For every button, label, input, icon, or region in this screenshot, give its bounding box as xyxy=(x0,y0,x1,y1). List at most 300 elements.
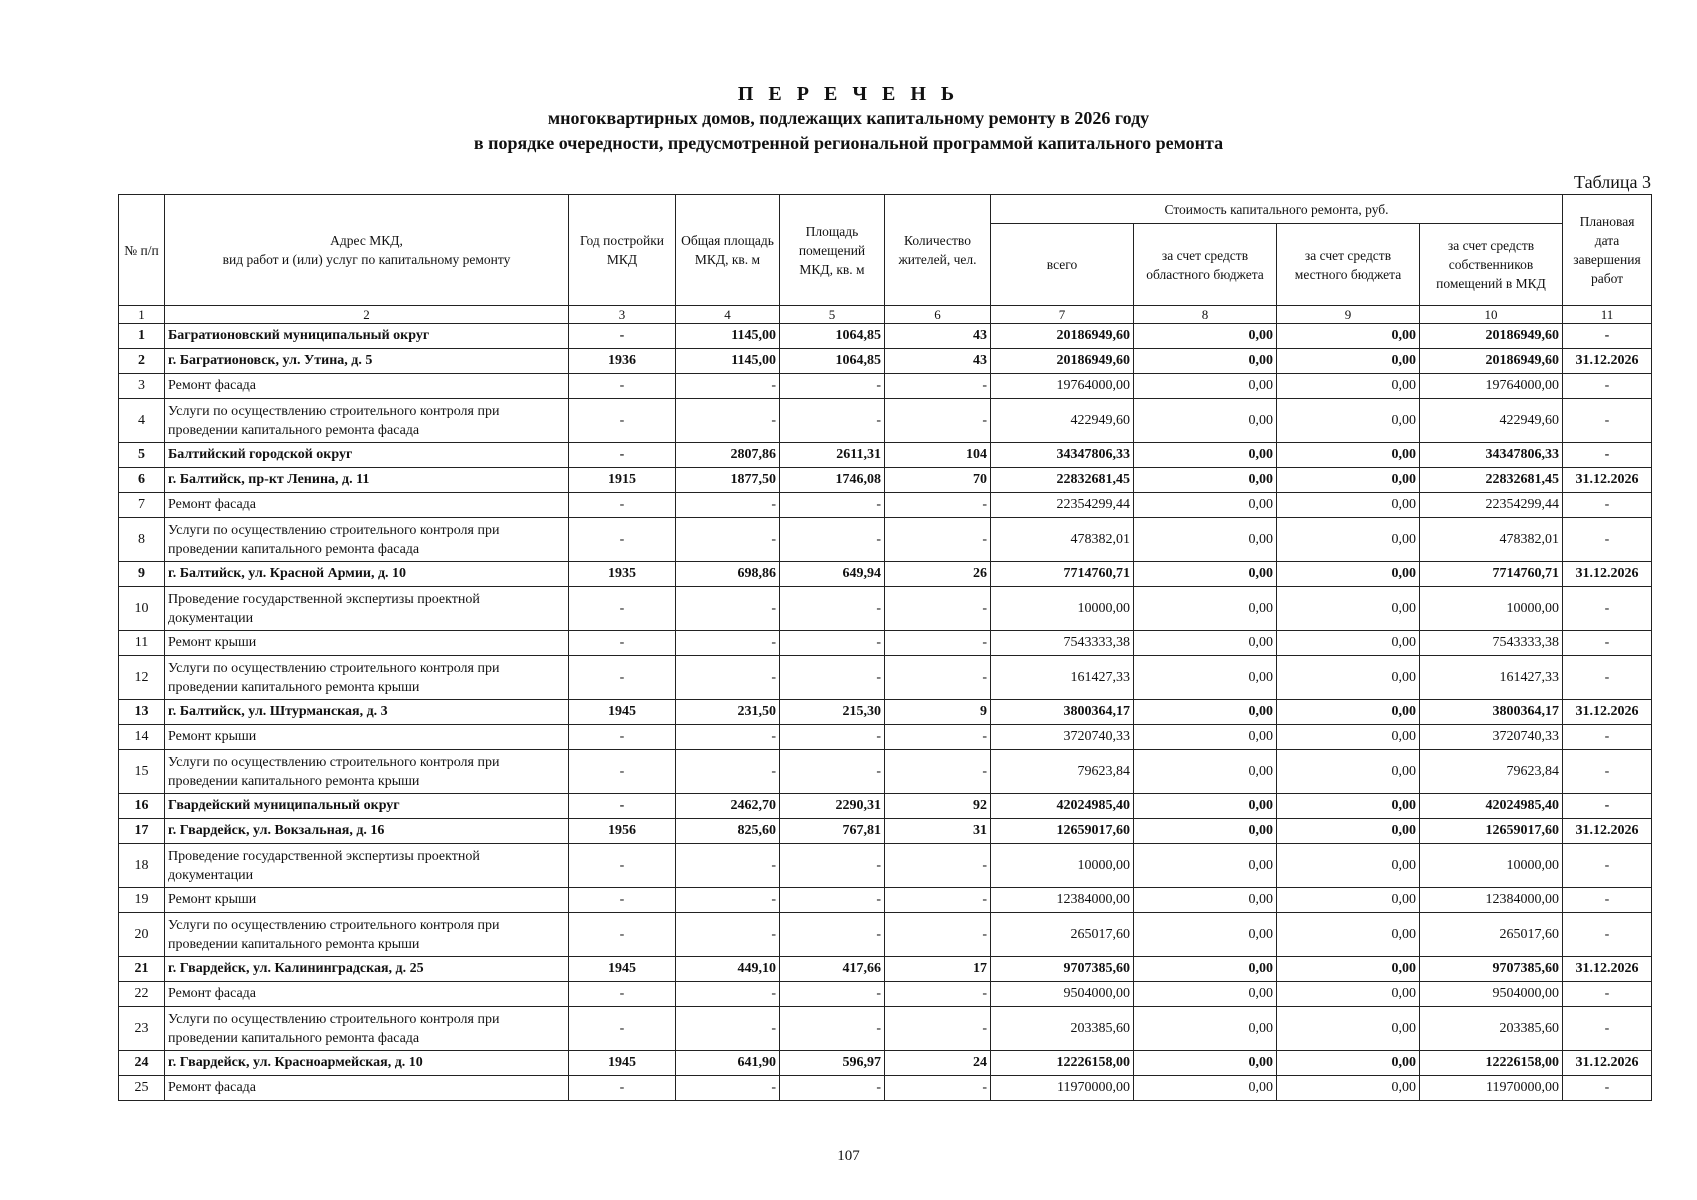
cell-cost-regional: 0,00 xyxy=(1134,1007,1277,1051)
cell-cost-owners: 34347806,33 xyxy=(1420,443,1563,468)
cell-deadline: - xyxy=(1563,374,1652,399)
cell-total-area: - xyxy=(676,1007,780,1051)
cell-residents: 43 xyxy=(885,324,991,349)
cell-residents: - xyxy=(885,725,991,750)
table-row xyxy=(119,913,1652,957)
cell-deadline: 31.12.2026 xyxy=(1563,700,1652,725)
cell-cost-local: 0,00 xyxy=(1277,587,1420,631)
cell-cost-local: 0,00 xyxy=(1277,750,1420,794)
cell-premises-area: - xyxy=(780,1007,885,1051)
column-number-row xyxy=(119,306,1652,324)
cell-premises-area: 215,30 xyxy=(780,700,885,725)
cell-cost-total: 7714760,71 xyxy=(991,562,1134,587)
cell-address: Ремонт фасада xyxy=(165,374,569,399)
cell-cost-total: 3800364,17 xyxy=(991,700,1134,725)
cell-total-area: - xyxy=(676,587,780,631)
cell-premises-area: 1746,08 xyxy=(780,468,885,493)
cell-premises-area: 1064,85 xyxy=(780,349,885,374)
cell-cost-local: 0,00 xyxy=(1277,1007,1420,1051)
cell-cost-regional: 0,00 xyxy=(1134,957,1277,982)
cell-num: 20 xyxy=(119,913,165,957)
cell-year: 1945 xyxy=(569,957,676,982)
table-row xyxy=(119,1076,1652,1101)
cell-premises-area: 2290,31 xyxy=(780,794,885,819)
table-row xyxy=(119,957,1652,982)
cell-premises-area: 596,97 xyxy=(780,1051,885,1076)
cell-year: - xyxy=(569,587,676,631)
cell-premises-area: - xyxy=(780,982,885,1007)
cell-deadline: - xyxy=(1563,1076,1652,1101)
cell-year: - xyxy=(569,631,676,656)
col-header-total-area: Общая площадь МКД, кв. м xyxy=(676,195,780,306)
table-row xyxy=(119,562,1652,587)
cell-total-area: - xyxy=(676,888,780,913)
cell-cost-owners: 11970000,00 xyxy=(1420,1076,1563,1101)
cell-cost-local: 0,00 xyxy=(1277,888,1420,913)
cell-address: Ремонт крыши xyxy=(165,631,569,656)
cell-cost-owners: 42024985,40 xyxy=(1420,794,1563,819)
table-row xyxy=(119,982,1652,1007)
cell-cost-regional: 0,00 xyxy=(1134,1051,1277,1076)
cell-deadline: - xyxy=(1563,587,1652,631)
cell-year: - xyxy=(569,324,676,349)
cell-residents: 9 xyxy=(885,700,991,725)
cell-num: 25 xyxy=(119,1076,165,1101)
table-row xyxy=(119,349,1652,374)
cell-cost-owners: 161427,33 xyxy=(1420,656,1563,700)
cell-year: - xyxy=(569,399,676,443)
cell-cost-owners: 22354299,44 xyxy=(1420,493,1563,518)
cell-cost-local: 0,00 xyxy=(1277,349,1420,374)
cell-residents: 70 xyxy=(885,468,991,493)
cell-year: 1936 xyxy=(569,349,676,374)
cell-cost-regional: 0,00 xyxy=(1134,349,1277,374)
cell-cost-owners: 12226158,00 xyxy=(1420,1051,1563,1076)
cell-cost-regional: 0,00 xyxy=(1134,725,1277,750)
cell-total-area: - xyxy=(676,1076,780,1101)
cell-year: - xyxy=(569,844,676,888)
cell-deadline: - xyxy=(1563,982,1652,1007)
cell-num: 15 xyxy=(119,750,165,794)
col-number: 2 xyxy=(165,306,569,324)
cell-cost-owners: 19764000,00 xyxy=(1420,374,1563,399)
col-header-residents: Количество жителей, чел. xyxy=(885,195,991,306)
cell-cost-regional: 0,00 xyxy=(1134,587,1277,631)
table-row xyxy=(119,374,1652,399)
table-row xyxy=(119,468,1652,493)
cell-address: Услуги по осуществлению строительного контроля при проведении капитального ремонта фасада xyxy=(165,518,569,562)
cell-address: г. Гвардейск, ул. Калининградская, д. 25 xyxy=(165,957,569,982)
cell-cost-total: 265017,60 xyxy=(991,913,1134,957)
cell-total-area: - xyxy=(676,399,780,443)
document-title: П Е Р Е Ч Е Н Ь xyxy=(737,83,960,105)
cell-cost-total: 20186949,60 xyxy=(991,349,1134,374)
cell-residents: 104 xyxy=(885,443,991,468)
cell-total-area: 825,60 xyxy=(676,819,780,844)
cell-num: 1 xyxy=(119,324,165,349)
table-row xyxy=(119,656,1652,700)
cell-address: Услуги по осуществлению строительного контроля при проведении капитального ремонта фасада xyxy=(165,1007,569,1051)
cell-residents: - xyxy=(885,631,991,656)
cell-cost-regional: 0,00 xyxy=(1134,700,1277,725)
col-number: 1 xyxy=(119,306,165,324)
document-subtitle-2: в порядке очередности, предусмотренной региональной программой капитального ремонта xyxy=(473,133,1224,153)
cell-deadline: - xyxy=(1563,443,1652,468)
col-header-num: № п/п xyxy=(119,195,165,306)
page-number: 107 xyxy=(837,1148,860,1164)
cell-address: г. Гвардейск, ул. Красноармейская, д. 10 xyxy=(165,1051,569,1076)
cell-residents: - xyxy=(885,1076,991,1101)
cell-address: Ремонт фасада xyxy=(165,1076,569,1101)
cell-cost-regional: 0,00 xyxy=(1134,493,1277,518)
cell-cost-total: 9504000,00 xyxy=(991,982,1134,1007)
cell-total-area: 641,90 xyxy=(676,1051,780,1076)
cell-year: - xyxy=(569,725,676,750)
table-row xyxy=(119,888,1652,913)
col-number: 5 xyxy=(780,306,885,324)
cell-total-area: 1145,00 xyxy=(676,349,780,374)
col-header-year: Год постройки МКД xyxy=(569,195,676,306)
cell-year: - xyxy=(569,493,676,518)
cell-address: Багратионовский муниципальный округ xyxy=(165,324,569,349)
cell-cost-regional: 0,00 xyxy=(1134,656,1277,700)
cell-deadline: 31.12.2026 xyxy=(1563,349,1652,374)
cell-num: 23 xyxy=(119,1007,165,1051)
cell-cost-owners: 3720740,33 xyxy=(1420,725,1563,750)
cell-cost-regional: 0,00 xyxy=(1134,324,1277,349)
cell-cost-owners: 22832681,45 xyxy=(1420,468,1563,493)
cell-cost-regional: 0,00 xyxy=(1134,913,1277,957)
cell-year: - xyxy=(569,443,676,468)
cell-cost-local: 0,00 xyxy=(1277,725,1420,750)
cell-cost-total: 42024985,40 xyxy=(991,794,1134,819)
cell-cost-owners: 79623,84 xyxy=(1420,750,1563,794)
cell-cost-owners: 12384000,00 xyxy=(1420,888,1563,913)
cell-total-area: 449,10 xyxy=(676,957,780,982)
cell-total-area: - xyxy=(676,631,780,656)
col-number: 4 xyxy=(676,306,780,324)
cell-premises-area: - xyxy=(780,844,885,888)
cell-cost-owners: 12659017,60 xyxy=(1420,819,1563,844)
cell-premises-area: - xyxy=(780,656,885,700)
cell-total-area: - xyxy=(676,750,780,794)
cell-year: - xyxy=(569,750,676,794)
cell-deadline: - xyxy=(1563,1007,1652,1051)
cell-residents: - xyxy=(885,913,991,957)
cell-year: - xyxy=(569,794,676,819)
cell-cost-total: 10000,00 xyxy=(991,587,1134,631)
cell-address: г. Балтийск, пр-кт Ленина, д. 11 xyxy=(165,468,569,493)
cell-cost-owners: 3800364,17 xyxy=(1420,700,1563,725)
cell-address: Ремонт крыши xyxy=(165,725,569,750)
col-header-cost-group: Стоимость капитального ремонта, руб. xyxy=(991,195,1563,224)
cell-deadline: 31.12.2026 xyxy=(1563,1051,1652,1076)
cell-cost-local: 0,00 xyxy=(1277,399,1420,443)
cell-total-area: - xyxy=(676,725,780,750)
cell-cost-local: 0,00 xyxy=(1277,913,1420,957)
cell-year: 1935 xyxy=(569,562,676,587)
table-row xyxy=(119,324,1652,349)
cell-deadline: - xyxy=(1563,750,1652,794)
cell-premises-area: - xyxy=(780,1076,885,1101)
cell-cost-local: 0,00 xyxy=(1277,819,1420,844)
document-subtitle-1: многоквартирных домов, подлежащих капитальному ремонту в 2026 году xyxy=(547,108,1150,128)
cell-year: 1915 xyxy=(569,468,676,493)
cell-cost-regional: 0,00 xyxy=(1134,794,1277,819)
cell-residents: 17 xyxy=(885,957,991,982)
cell-cost-local: 0,00 xyxy=(1277,493,1420,518)
cell-cost-owners: 9504000,00 xyxy=(1420,982,1563,1007)
cell-premises-area: - xyxy=(780,399,885,443)
cell-cost-owners: 478382,01 xyxy=(1420,518,1563,562)
cell-num: 9 xyxy=(119,562,165,587)
cell-cost-local: 0,00 xyxy=(1277,656,1420,700)
col-number: 8 xyxy=(1134,306,1277,324)
cell-address: Проведение государственной экспертизы проектной документации xyxy=(165,587,569,631)
col-number: 9 xyxy=(1277,306,1420,324)
cell-cost-total: 7543333,38 xyxy=(991,631,1134,656)
cell-cost-total: 3720740,33 xyxy=(991,725,1134,750)
cell-residents: 24 xyxy=(885,1051,991,1076)
cell-cost-owners: 20186949,60 xyxy=(1420,349,1563,374)
table-label: Таблица 3 xyxy=(1574,172,1651,192)
cell-cost-local: 0,00 xyxy=(1277,844,1420,888)
cell-num: 16 xyxy=(119,794,165,819)
cell-cost-total: 22354299,44 xyxy=(991,493,1134,518)
cell-num: 11 xyxy=(119,631,165,656)
cell-cost-regional: 0,00 xyxy=(1134,982,1277,1007)
cell-year: - xyxy=(569,374,676,399)
cell-num: 4 xyxy=(119,399,165,443)
cell-num: 22 xyxy=(119,982,165,1007)
table-row xyxy=(119,399,1652,443)
cell-cost-total: 34347806,33 xyxy=(991,443,1134,468)
cell-premises-area: - xyxy=(780,750,885,794)
cell-residents: - xyxy=(885,750,991,794)
cell-year: 1956 xyxy=(569,819,676,844)
cell-year: - xyxy=(569,982,676,1007)
cell-num: 14 xyxy=(119,725,165,750)
table-row xyxy=(119,493,1652,518)
cell-cost-regional: 0,00 xyxy=(1134,443,1277,468)
cell-residents: - xyxy=(885,374,991,399)
table-body xyxy=(119,324,1652,1101)
cell-premises-area: - xyxy=(780,888,885,913)
cell-address: г. Балтийск, ул. Штурманская, д. 3 xyxy=(165,700,569,725)
cell-address: г. Багратионовск, ул. Утина, д. 5 xyxy=(165,349,569,374)
cell-num: 2 xyxy=(119,349,165,374)
cell-cost-regional: 0,00 xyxy=(1134,750,1277,794)
cell-total-area: - xyxy=(676,374,780,399)
cell-premises-area: 2611,31 xyxy=(780,443,885,468)
cell-premises-area: - xyxy=(780,631,885,656)
cell-residents: 92 xyxy=(885,794,991,819)
cell-total-area: 2807,86 xyxy=(676,443,780,468)
cell-total-area: 2462,70 xyxy=(676,794,780,819)
cell-premises-area: - xyxy=(780,587,885,631)
cell-cost-local: 0,00 xyxy=(1277,468,1420,493)
cell-premises-area: 767,81 xyxy=(780,819,885,844)
cell-cost-local: 0,00 xyxy=(1277,1051,1420,1076)
cell-total-area: 231,50 xyxy=(676,700,780,725)
cell-deadline: - xyxy=(1563,518,1652,562)
cell-deadline: 31.12.2026 xyxy=(1563,957,1652,982)
cell-total-area: 1145,00 xyxy=(676,324,780,349)
cell-num: 6 xyxy=(119,468,165,493)
cell-num: 19 xyxy=(119,888,165,913)
table-row xyxy=(119,631,1652,656)
cell-premises-area: 417,66 xyxy=(780,957,885,982)
cell-year: - xyxy=(569,888,676,913)
col-number: 6 xyxy=(885,306,991,324)
cell-cost-local: 0,00 xyxy=(1277,562,1420,587)
cell-cost-regional: 0,00 xyxy=(1134,844,1277,888)
cell-cost-owners: 265017,60 xyxy=(1420,913,1563,957)
cell-deadline: - xyxy=(1563,888,1652,913)
cell-cost-owners: 10000,00 xyxy=(1420,587,1563,631)
cell-premises-area: - xyxy=(780,493,885,518)
table-row xyxy=(119,518,1652,562)
cell-cost-total: 20186949,60 xyxy=(991,324,1134,349)
col-header-cost-total: всего xyxy=(991,224,1134,306)
cell-cost-local: 0,00 xyxy=(1277,982,1420,1007)
cell-cost-total: 10000,00 xyxy=(991,844,1134,888)
col-header-cost-local: за счет средств местного бюджета xyxy=(1277,224,1420,306)
cell-cost-total: 12384000,00 xyxy=(991,888,1134,913)
cell-residents: - xyxy=(885,888,991,913)
cell-residents: 26 xyxy=(885,562,991,587)
col-number: 3 xyxy=(569,306,676,324)
cell-deadline: - xyxy=(1563,844,1652,888)
cell-year: - xyxy=(569,913,676,957)
cell-num: 12 xyxy=(119,656,165,700)
cell-num: 17 xyxy=(119,819,165,844)
cell-premises-area: 1064,85 xyxy=(780,324,885,349)
table-row xyxy=(119,700,1652,725)
cell-cost-total: 79623,84 xyxy=(991,750,1134,794)
cell-address: г. Балтийск, ул. Красной Армии, д. 10 xyxy=(165,562,569,587)
cell-year: - xyxy=(569,518,676,562)
cell-num: 13 xyxy=(119,700,165,725)
cell-cost-owners: 10000,00 xyxy=(1420,844,1563,888)
cell-deadline: - xyxy=(1563,913,1652,957)
col-header-address: Адрес МКД, вид работ и (или) услуг по капитальному ремонту xyxy=(165,195,569,306)
cell-year: - xyxy=(569,656,676,700)
cell-deadline: - xyxy=(1563,725,1652,750)
cell-cost-local: 0,00 xyxy=(1277,1076,1420,1101)
cell-cost-total: 12226158,00 xyxy=(991,1051,1134,1076)
cell-residents: - xyxy=(885,844,991,888)
cell-address: Ремонт крыши xyxy=(165,888,569,913)
cell-year: - xyxy=(569,1076,676,1101)
cell-address: Гвардейский муниципальный округ xyxy=(165,794,569,819)
cell-address: Услуги по осуществлению строительного контроля при проведении капитального ремонта крыши xyxy=(165,750,569,794)
cell-cost-total: 161427,33 xyxy=(991,656,1134,700)
table-row xyxy=(119,844,1652,888)
table-container xyxy=(118,194,1651,1101)
cell-deadline: - xyxy=(1563,794,1652,819)
cell-premises-area: - xyxy=(780,518,885,562)
cell-address: Ремонт фасада xyxy=(165,493,569,518)
cell-cost-total: 12659017,60 xyxy=(991,819,1134,844)
cell-cost-local: 0,00 xyxy=(1277,631,1420,656)
cell-cost-regional: 0,00 xyxy=(1134,631,1277,656)
cell-cost-owners: 7714760,71 xyxy=(1420,562,1563,587)
cell-address: Проведение государственной экспертизы проектной документации xyxy=(165,844,569,888)
cell-num: 5 xyxy=(119,443,165,468)
cell-cost-local: 0,00 xyxy=(1277,518,1420,562)
cell-num: 7 xyxy=(119,493,165,518)
cell-cost-total: 478382,01 xyxy=(991,518,1134,562)
col-header-cost-owners: за счет средств собственников помещений в МКД xyxy=(1420,224,1563,306)
cell-cost-regional: 0,00 xyxy=(1134,1076,1277,1101)
cell-cost-total: 19764000,00 xyxy=(991,374,1134,399)
cell-cost-total: 422949,60 xyxy=(991,399,1134,443)
cell-cost-local: 0,00 xyxy=(1277,324,1420,349)
cell-address: г. Гвардейск, ул. Вокзальная, д. 16 xyxy=(165,819,569,844)
cell-total-area: - xyxy=(676,656,780,700)
cell-residents: - xyxy=(885,656,991,700)
cell-address: Услуги по осуществлению строительного контроля при проведении капитального ремонта крыши xyxy=(165,913,569,957)
cell-cost-total: 203385,60 xyxy=(991,1007,1134,1051)
cell-cost-total: 11970000,00 xyxy=(991,1076,1134,1101)
cell-deadline: 31.12.2026 xyxy=(1563,562,1652,587)
cell-cost-regional: 0,00 xyxy=(1134,374,1277,399)
cell-residents: - xyxy=(885,493,991,518)
cell-total-area: - xyxy=(676,982,780,1007)
col-header-cost-regional: за счет средств областного бюджета xyxy=(1134,224,1277,306)
cell-address: Услуги по осуществлению строительного контроля при проведении капитального ремонта фасада xyxy=(165,399,569,443)
cell-cost-owners: 203385,60 xyxy=(1420,1007,1563,1051)
cell-deadline: 31.12.2026 xyxy=(1563,819,1652,844)
cell-total-area: - xyxy=(676,493,780,518)
cell-residents: - xyxy=(885,518,991,562)
cell-num: 10 xyxy=(119,587,165,631)
cell-cost-regional: 0,00 xyxy=(1134,888,1277,913)
cell-num: 21 xyxy=(119,957,165,982)
table-row xyxy=(119,750,1652,794)
cell-total-area: 698,86 xyxy=(676,562,780,587)
cell-residents: - xyxy=(885,399,991,443)
col-header-premises-area: Площадь помещений МКД, кв. м xyxy=(780,195,885,306)
cell-year: 1945 xyxy=(569,700,676,725)
cell-cost-regional: 0,00 xyxy=(1134,819,1277,844)
cell-num: 18 xyxy=(119,844,165,888)
cell-premises-area: - xyxy=(780,725,885,750)
cell-deadline: - xyxy=(1563,656,1652,700)
cell-residents: 43 xyxy=(885,349,991,374)
cell-residents: - xyxy=(885,587,991,631)
cell-residents: - xyxy=(885,1007,991,1051)
cell-cost-owners: 9707385,60 xyxy=(1420,957,1563,982)
cell-cost-local: 0,00 xyxy=(1277,374,1420,399)
table-row xyxy=(119,725,1652,750)
cell-deadline: - xyxy=(1563,324,1652,349)
col-number: 10 xyxy=(1420,306,1563,324)
cell-cost-regional: 0,00 xyxy=(1134,399,1277,443)
cell-year: 1945 xyxy=(569,1051,676,1076)
cell-address: Ремонт фасада xyxy=(165,982,569,1007)
cell-cost-local: 0,00 xyxy=(1277,700,1420,725)
cell-premises-area: 649,94 xyxy=(780,562,885,587)
cell-cost-total: 9707385,60 xyxy=(991,957,1134,982)
cell-num: 8 xyxy=(119,518,165,562)
cell-cost-local: 0,00 xyxy=(1277,957,1420,982)
cell-deadline: - xyxy=(1563,631,1652,656)
table-row xyxy=(119,443,1652,468)
table-row xyxy=(119,1007,1652,1051)
col-number: 11 xyxy=(1563,306,1652,324)
